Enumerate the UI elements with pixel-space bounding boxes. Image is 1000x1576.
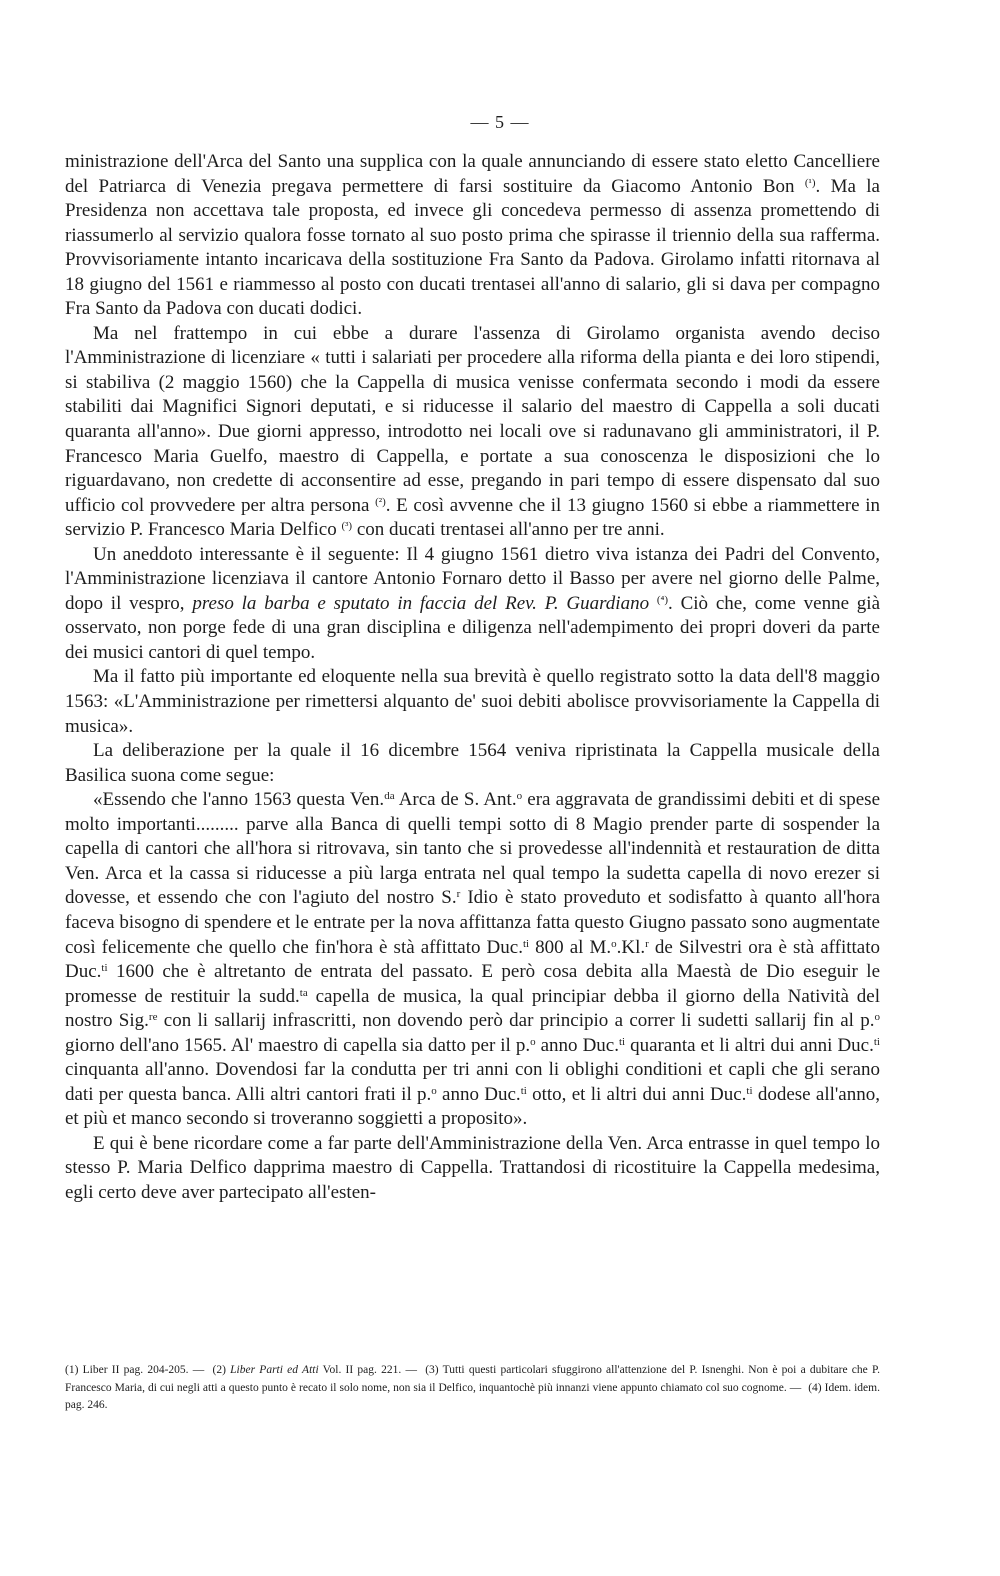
text-run: de Silvestri ora è stà affittato Duc. bbox=[65, 936, 880, 983]
superscript: ti bbox=[618, 1035, 626, 1048]
text-run: ministrazione dell'Arca del Santo una supplica con la quale annunciando di essere stato eletto Cancelliere del Patriarca di Venezia pregava permettere di farsi sostituire da Giacomo Antonio Bon bbox=[65, 151, 880, 197]
superscript: o bbox=[431, 1084, 437, 1097]
text-run: (1) Liber II pag. 204-205. — bbox=[65, 1364, 209, 1376]
text-run: La deliberazione per la quale il 16 dicembre 1564 veniva ripristinata la Cappella musicale della Basilica suona come segue: bbox=[65, 740, 880, 786]
paragraph bbox=[65, 150, 880, 322]
superscript: (¹) bbox=[804, 176, 816, 189]
paragraph bbox=[65, 788, 880, 1132]
text-run: Vol. II pag. 221. — bbox=[318, 1364, 422, 1376]
text-run: E qui è bene ricordare come a far parte dell'Amministrazione della Ven. Arca entrasse in quel tempo lo stesso P. Maria Delfico dapprima maestro di Cappella. Trattandosi di ricostituire la Cappella medesima, egli certo deve aver partecipato all'esten- bbox=[65, 1132, 880, 1203]
text-run: con li sallarij infrascritti, non dovendo però dar principio a correr li sudetti sallarij fin al p. bbox=[157, 1010, 875, 1032]
paragraph bbox=[65, 322, 880, 543]
body-text bbox=[65, 150, 880, 1206]
superscript: ti bbox=[873, 1035, 880, 1048]
page-number: — 5 — bbox=[470, 112, 530, 132]
superscript: o bbox=[611, 937, 617, 950]
superscript: ti bbox=[520, 1084, 527, 1097]
superscript: r bbox=[645, 937, 649, 950]
italic-text: preso la barba e sputato in faccia del Rev. P. Guardiano bbox=[192, 592, 650, 614]
superscript: ti bbox=[522, 937, 530, 950]
footnote bbox=[65, 1364, 209, 1376]
text-run: Arca de S. Ant. bbox=[394, 789, 517, 811]
text-run: con ducati trentasei all'anno per tre anni. bbox=[352, 519, 665, 541]
text-run: . E così avvenne che il 13 giugno 1560 si ebbe a riammettere in servizio P. Francesco Maria Delfico bbox=[65, 494, 880, 541]
text-run: anno Duc. bbox=[535, 1034, 619, 1056]
text-run: otto, et li altri dui anni Duc. bbox=[526, 1083, 747, 1105]
text-run: quaranta et li altri dui anni Duc. bbox=[625, 1034, 874, 1056]
text-run: (3) Tutti questi particolari sfuggirono all'attenzione del P. Isnenghi. Non è poi a dubitare che P. Francesco Maria, di cui negli atti a questo punto è recato il solo nome, non sia il Delfico, inquantochè più innanzi viene appunto chiamato col suo cognome. — bbox=[65, 1364, 880, 1394]
superscript: da bbox=[384, 790, 395, 803]
paragraph bbox=[65, 543, 880, 666]
text-run: anno Duc. bbox=[436, 1083, 521, 1105]
text-run: (4) Idem. idem. pag. 246. bbox=[65, 1381, 880, 1411]
text-run: cinquanta all'anno. Dovendosi far la condutta per tri anni con li oblighi conditioni et capli che gli serano dati per questa banca. Alli altri cantori frati il p. bbox=[65, 1059, 880, 1105]
text-run: dodese all'anno, et più et manco secondo si troveranno soggietti a proposito». bbox=[65, 1083, 880, 1130]
text-run: Un aneddoto interessante è il seguente: Il 4 giugno 1561 dietro viva istanza dei Padri del Convento, l'Amministrazione licenziava il cantore Antonio Fornaro detto il Basso per avere nel giorno delle Palme, dopo il vespro, bbox=[65, 543, 880, 614]
superscript: ti bbox=[746, 1084, 753, 1097]
superscript: ta bbox=[299, 986, 308, 999]
text-run: 1600 che è altretanto de entrata del passato. E però cosa debita alla Maestà de Dio eseguir le promesse de restituir la sudd. bbox=[65, 961, 880, 1007]
text-run: capella de musica, la qual principiar debba il giorno della Natività del nostro Sig. bbox=[65, 985, 880, 1032]
text-run: Idio è stato proveduto et sodisfatto à quanto all'hora faceva bisogno di spendere et le entrate per la nova affittanza fatta questo Giugno passato sono augmentate così felicemente che quello che fin'hora è stà affittato Duc. bbox=[65, 887, 880, 958]
text-run: Ma il fatto più importante ed eloquente nella sua brevità è quello registrato sotto la data dell'8 maggio 1563: «L'Amministrazione per rimettersi alquanto de' suoi debiti abolisce provvisoriamente la Cappella di musica». bbox=[65, 666, 880, 737]
text-run: 800 al M. bbox=[529, 936, 612, 958]
superscript: ti bbox=[101, 962, 108, 975]
text-run: «Essendo che l'anno 1563 questa Ven. bbox=[93, 789, 385, 811]
superscript: (⁴) bbox=[656, 593, 669, 606]
paragraph bbox=[65, 739, 880, 788]
text-run bbox=[649, 593, 657, 614]
superscript: re bbox=[148, 1011, 158, 1024]
footnote bbox=[213, 1364, 422, 1376]
superscript: r bbox=[456, 888, 461, 901]
footnotes bbox=[65, 1362, 880, 1415]
text-run: giorno dell'ano 1565. Al' maestro di capella sia datto per il p. bbox=[65, 1034, 531, 1056]
text-run: . Ciò che, come venne già osservato, non porge fede di una gran disciplina e diligenza nell'adempimento dei propri doveri da parte dei musici cantori di quel tempo. bbox=[65, 592, 881, 663]
superscript: (²) bbox=[375, 495, 386, 508]
paragraph bbox=[65, 665, 880, 739]
superscript: o bbox=[516, 790, 523, 803]
text-run: era aggravata de grandissimi debiti et di spese molto importanti......... parve alla Banca di quelli tempi sotto di 8 Magio prender parte di sospender la capella di cantori che all'hora si ritrovava, sin tanto che si provedesse all'indennità et restauration de ditta Ven. Arca et la cassa si riducesse a più larga entrata nel qual tempo la sudetta capella di novo erezer si dovesse, et essendo che con l'agiuto del nostro S. bbox=[65, 789, 881, 909]
text-run: Ma nel frattempo in cui ebbe a durare l'assenza di Girolamo organista avendo deciso l'Amministrazione di licenziare « tutti i salariati per procedere alla riforma della pianta e dei loro stipendi, si stabiliva (2 maggio 1560) che la Cappella di musica venisse confermata secondo i modi da essere stabiliti dai Magnifici Signori deputati, e si riducesse il salario del maestro di Cappella a soli ducati quaranta all'anno». Due giorni appresso, introdotto nei locali ove si radunavano gli amministratori, il P. Francesco Maria Guelfo, maestro di Cappella, e portate a sua conoscenza le disposizioni che lo riguardavano, non credette di acconsentire ad esse, pregando in pari tempo di essere dispensato dal suo ufficio col provvedere per altra persona bbox=[65, 322, 880, 516]
superscript: o bbox=[874, 1011, 880, 1024]
text-run: .Kl. bbox=[616, 936, 646, 958]
text-run: (2) bbox=[212, 1364, 231, 1376]
superscript: o bbox=[530, 1035, 536, 1048]
superscript: (³) bbox=[341, 520, 353, 533]
paragraph bbox=[65, 1132, 880, 1206]
italic-text: Liber Parti ed Atti bbox=[230, 1364, 319, 1376]
text-run: . Ma la Presidenza non accettava tale proposta, ed invece gli concedeva permesso di assenza promettendo di riassumerlo al servizio qualora fosse tornato al suo posto prima che spirasse il triennio della sua rafferma. Provvisoriamente intanto incaricava della sostituzione Fra Santo da Padova. Girolamo infatti ritornava al 18 giugno del 1561 e riammesso al posto con ducati trentasei all'anno di salario, gli si dava per compagno Fra Santo da Padova con ducati dodici. bbox=[65, 175, 880, 320]
